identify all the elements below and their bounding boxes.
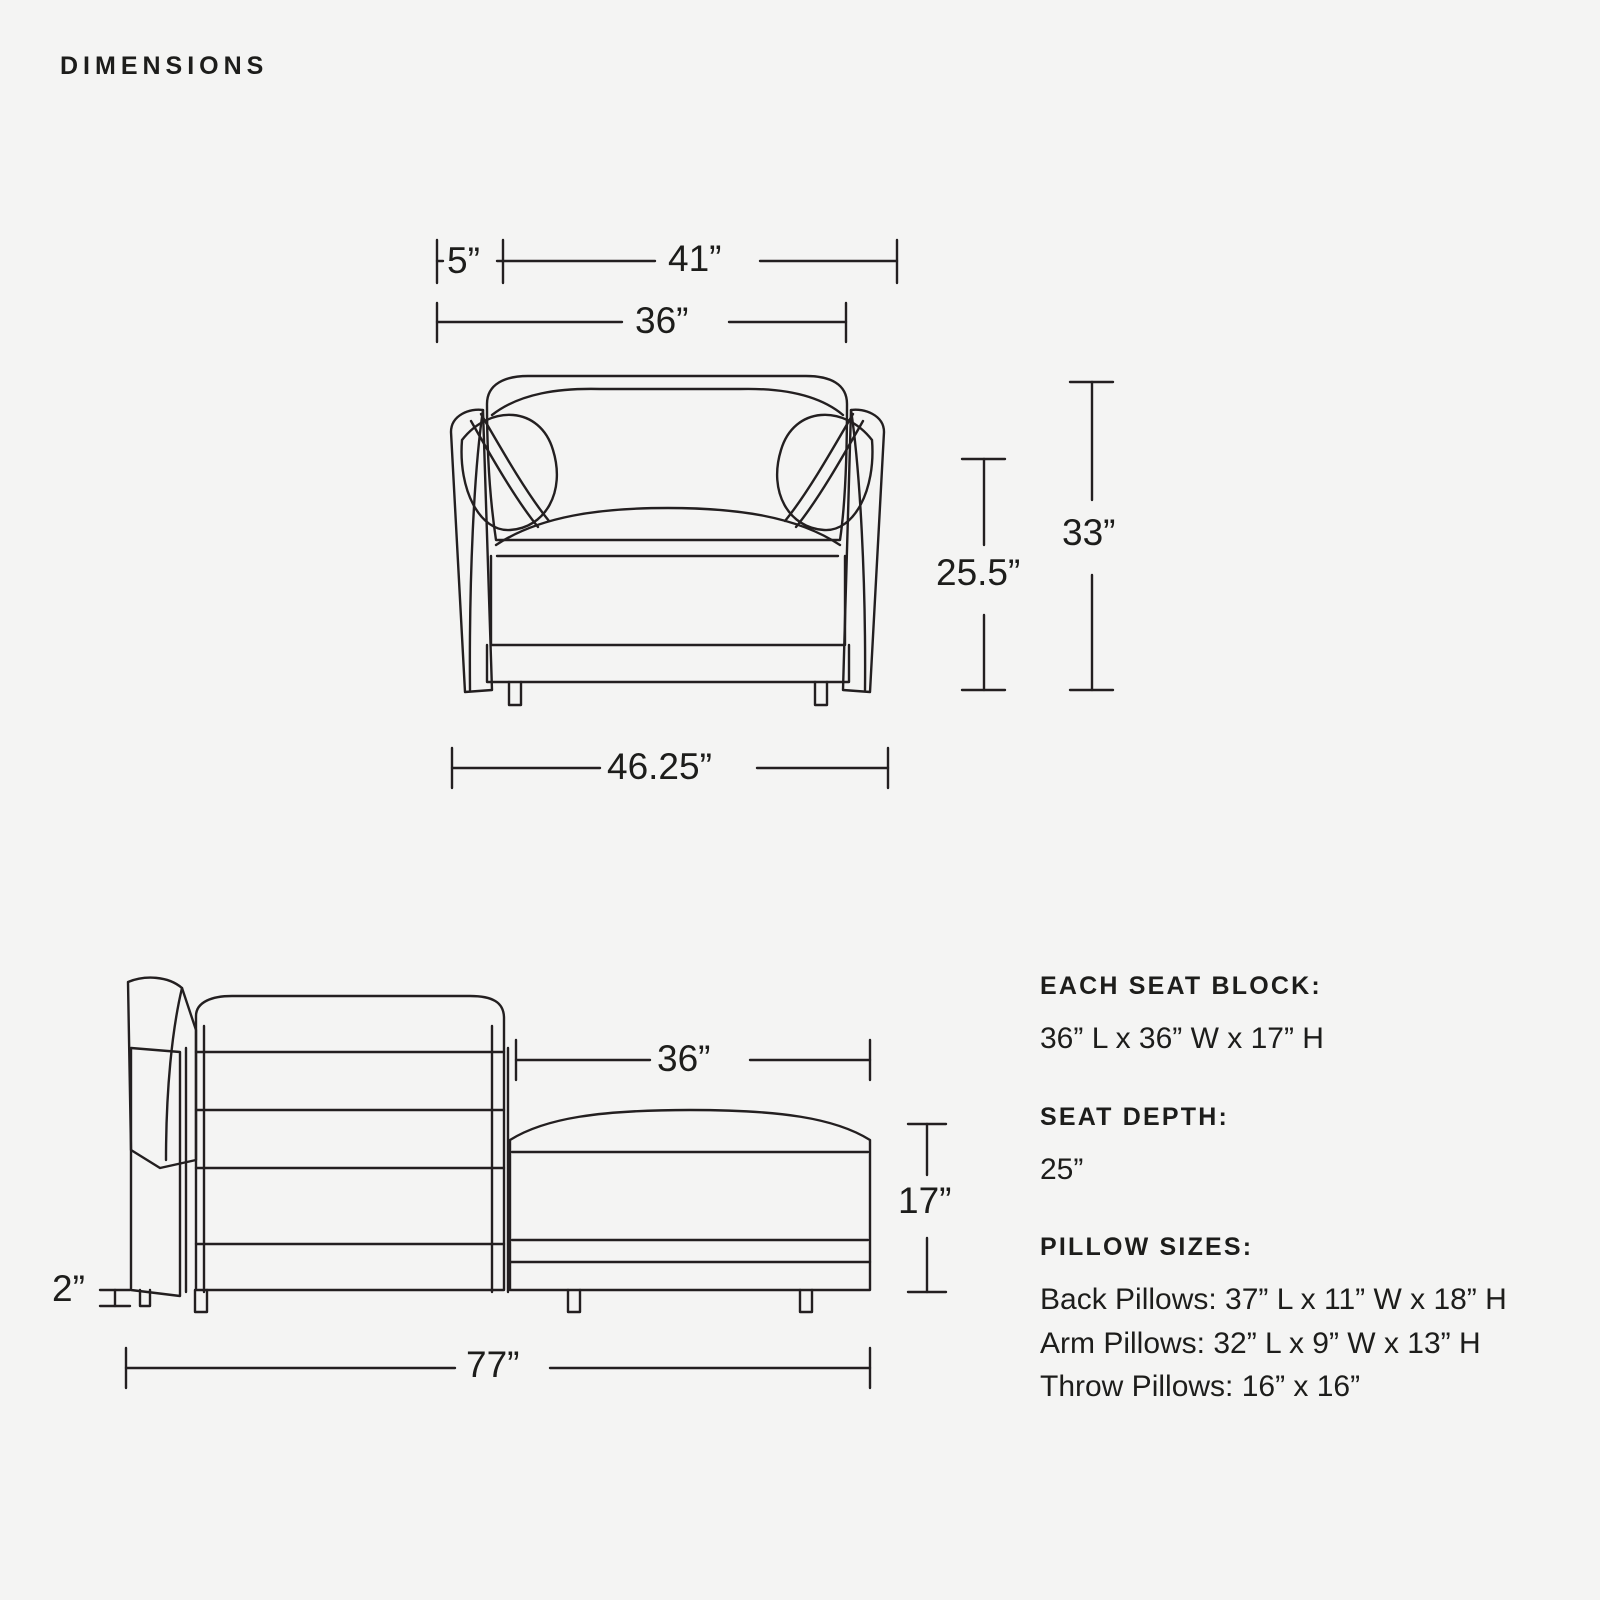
label-overall-height-33: 33” [1062,512,1116,553]
spec-line: 25” [1040,1152,1084,1186]
spec-heading: EACH SEAT BLOCK: [1040,972,1322,1000]
label-seat-block-36: 36” [657,1038,711,1079]
label-inner-width-36: 36” [635,300,689,341]
spec-line: Throw Pillows: 16” x 16” [1040,1370,1361,1403]
label-leg-height-2: 2” [52,1268,85,1309]
label-seat-height-17: 17” [898,1180,952,1221]
spec-heading: PILLOW SIZES: [1040,1233,1254,1261]
label-overall-depth-46p25: 46.25” [607,746,712,787]
label-overall-length-77: 77” [466,1344,520,1385]
label-top-width-41: 41” [668,238,722,279]
specifications-list [1040,972,1560,1451]
spec-group-seat-depth [1040,1103,1560,1192]
label-seat-back-height-25p5: 25.5” [936,552,1021,593]
dim-line-2 [100,1290,130,1306]
spec-heading: SEAT DEPTH: [1040,1102,1230,1131]
spec-line: Back Pillows: 37” L x 11” W x 18” H [1040,1283,1507,1316]
side-chair-outline [128,978,870,1312]
spec-line: Arm Pillows: 32” L x 9” W x 13” H [1040,1326,1481,1360]
spec-group-seat-block [1040,972,1560,1061]
spec-group-pillow-sizes [1040,1233,1560,1409]
page-title: DIMENSIONS [60,52,269,80]
spec-line: 36” L x 36” W x 17” H [1040,1022,1324,1055]
front-chair-outline [451,376,884,705]
label-arm-width-5: 5” [447,240,480,281]
